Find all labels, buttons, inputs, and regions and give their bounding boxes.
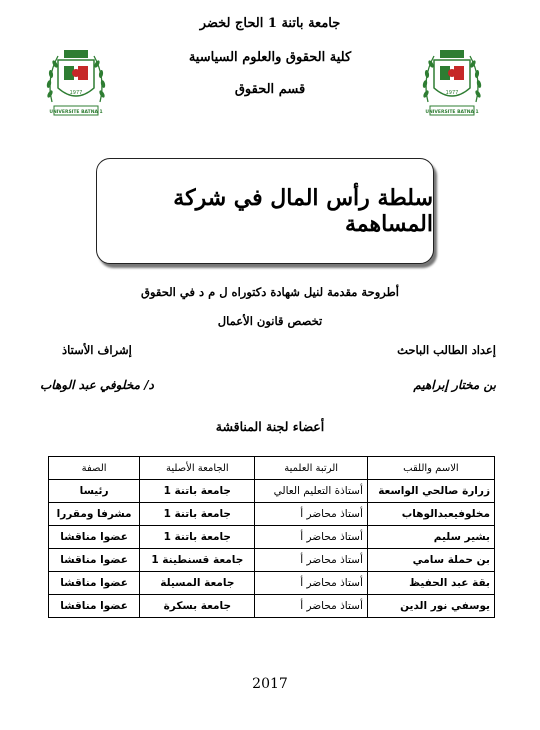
member-name: بقة عبد الحفيظ	[367, 572, 494, 595]
table-row	[49, 526, 495, 549]
thesis-title-box	[96, 158, 434, 264]
member-university: جامعة باتنة 1	[140, 503, 255, 526]
member-role: عضوا مناقشا	[49, 572, 140, 595]
thesis-degree-line: أطروحة مقدمة لنيل شهادة دكتوراه ل م د في الحقوق	[141, 285, 399, 299]
table-row	[49, 595, 495, 618]
svg-text:1977: 1977	[69, 90, 83, 96]
faculty-name: كلية الحقوق والعلوم السياسية	[188, 50, 352, 65]
table-row	[49, 572, 495, 595]
university-name: جامعة باتنة 1 الحاج لخضر	[199, 16, 341, 31]
university-logo-right	[420, 42, 484, 120]
member-rank: أستاذ محاضر أ	[255, 572, 367, 595]
member-university: جامعة بسكرة	[140, 595, 255, 618]
member-rank: أستاذ محاضر أ	[255, 595, 367, 618]
member-name: بن حملة سامي	[367, 549, 494, 572]
table-header-cell: الصفة	[49, 457, 140, 480]
member-name: مخلوفيعبدالوهاب	[367, 503, 494, 526]
supervisor-name: د/ مخلوفي عبد الوهاب	[40, 378, 154, 392]
thesis-title: سلطة رأس المال في شركة المساهمة	[173, 185, 433, 237]
table-header-cell: الرتبة العلمية	[255, 457, 367, 480]
table-row	[49, 503, 495, 526]
member-university: جامعة المسيلة	[140, 572, 255, 595]
svg-text:1977: 1977	[445, 90, 459, 96]
member-rank: أستاذة التعليم العالي	[255, 480, 367, 503]
member-rank: أستاذ محاضر أ	[255, 549, 367, 572]
member-role: مشرفا ومقررا	[49, 503, 140, 526]
defense-year: 2017	[252, 676, 288, 692]
table-row	[49, 549, 495, 572]
committee-heading: أعضاء لجنة المناقشة	[215, 419, 325, 434]
member-role: رئيسا	[49, 480, 140, 503]
member-university: جامعة باتنة 1	[140, 526, 255, 549]
university-logo-left	[44, 42, 108, 120]
table-header-cell: الجامعة الأصلية	[140, 457, 255, 480]
member-name: بشير سليم	[367, 526, 494, 549]
member-rank: أستاذ محاضر أ	[255, 526, 367, 549]
svg-text:UNIVERSITE BATNA 1: UNIVERSITE BATNA 1	[49, 110, 103, 115]
member-university: جامعة باتنة 1	[140, 480, 255, 503]
member-role: عضوا مناقشا	[49, 526, 140, 549]
supervisor-label: إشراف الأستاذ	[62, 343, 132, 357]
member-name: يوسفي نور الدين	[367, 595, 494, 618]
table-header-cell: الاسم واللقب	[367, 457, 494, 480]
prepared-by-label: إعداد الطالب الباحث	[397, 343, 496, 357]
student-name: بن مختار إبراهيم	[413, 378, 496, 392]
member-university: جامعة قسنطينة 1	[140, 549, 255, 572]
member-rank: أستاذ محاضر أ	[255, 503, 367, 526]
member-role: عضوا مناقشا	[49, 595, 140, 618]
table-header-row	[49, 457, 495, 480]
specialty-line: تخصص قانون الأعمال	[217, 314, 323, 328]
member-name: زرارة صالحي الواسعة	[367, 480, 494, 503]
svg-text:UNIVERSITE BATNA 1: UNIVERSITE BATNA 1	[425, 110, 479, 115]
member-role: عضوا مناقشا	[49, 549, 140, 572]
table-row	[49, 480, 495, 503]
committee-table	[48, 456, 495, 618]
department-name: قسم الحقوق	[234, 82, 306, 97]
